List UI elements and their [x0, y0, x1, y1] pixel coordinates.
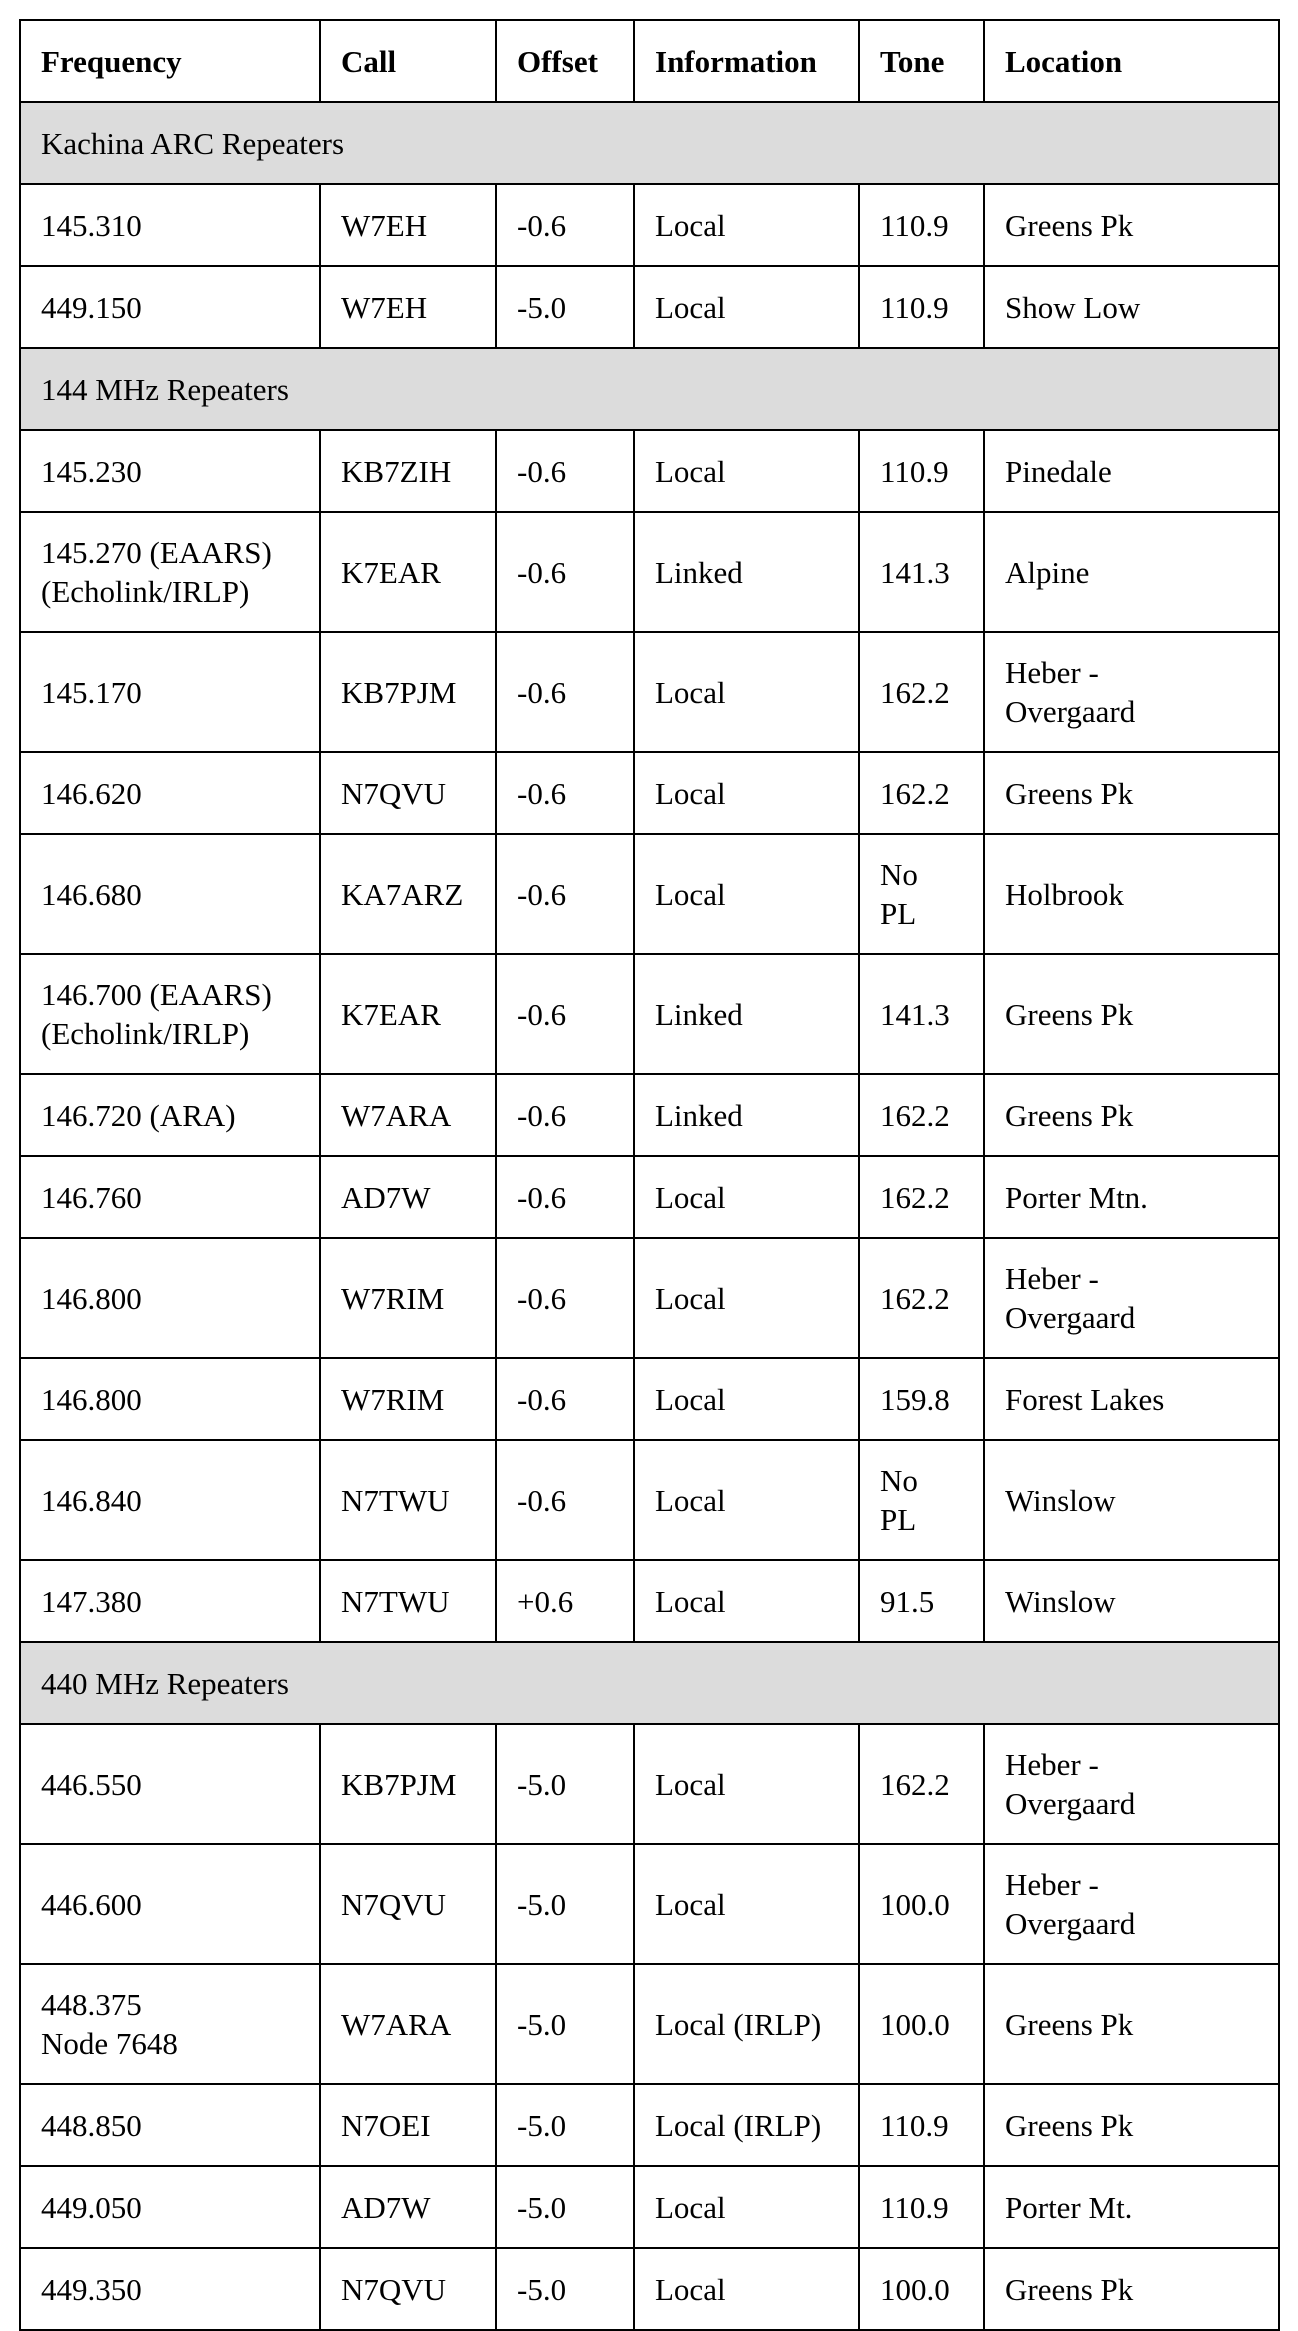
cell-location: Heber - Overgaard	[984, 1238, 1279, 1358]
cell-offset: -0.6	[496, 1156, 634, 1238]
cell-tone: 100.0	[859, 2248, 984, 2330]
table-row	[20, 430, 1279, 512]
cell-frequency: 146.800	[20, 1238, 320, 1358]
cell-location: Greens Pk	[984, 1964, 1279, 2084]
cell-information: Local (IRLP)	[634, 2084, 859, 2166]
cell-location: Greens Pk	[984, 2248, 1279, 2330]
cell-location: Winslow	[984, 1440, 1279, 1560]
cell-offset: -0.6	[496, 632, 634, 752]
cell-location: Greens Pk	[984, 752, 1279, 834]
cell-tone: 162.2	[859, 1156, 984, 1238]
cell-offset: -5.0	[496, 1964, 634, 2084]
cell-information: Linked	[634, 954, 859, 1074]
table-row	[20, 1074, 1279, 1156]
cell-frequency: 146.800	[20, 1358, 320, 1440]
cell-offset: +0.6	[496, 1560, 634, 1642]
cell-location: Alpine	[984, 512, 1279, 632]
cell-call: N7QVU	[320, 1844, 496, 1964]
cell-tone: No PL	[859, 834, 984, 954]
cell-frequency: 448.850	[20, 2084, 320, 2166]
cell-offset: -5.0	[496, 1724, 634, 1844]
cell-call: W7RIM	[320, 1358, 496, 1440]
cell-offset: -5.0	[496, 2248, 634, 2330]
table-row	[20, 1844, 1279, 1964]
cell-information: Local	[634, 1724, 859, 1844]
section-row	[20, 102, 1279, 184]
cell-location: Porter Mtn.	[984, 1156, 1279, 1238]
cell-offset: -0.6	[496, 1358, 634, 1440]
cell-call: W7RIM	[320, 1238, 496, 1358]
cell-tone: 162.2	[859, 632, 984, 752]
cell-frequency: 147.380	[20, 1560, 320, 1642]
section-title: Kachina ARC Repeaters	[20, 102, 1279, 184]
cell-location: Forest Lakes	[984, 1358, 1279, 1440]
cell-offset: -0.6	[496, 184, 634, 266]
cell-tone: 141.3	[859, 512, 984, 632]
cell-location: Pinedale	[984, 430, 1279, 512]
cell-tone: 110.9	[859, 266, 984, 348]
cell-offset: -0.6	[496, 752, 634, 834]
cell-call: K7EAR	[320, 954, 496, 1074]
repeater-table	[19, 19, 1280, 2331]
table-row	[20, 1560, 1279, 1642]
table-row	[20, 1440, 1279, 1560]
cell-tone: 110.9	[859, 430, 984, 512]
column-header-call: Call	[320, 20, 496, 102]
cell-call: N7TWU	[320, 1440, 496, 1560]
cell-tone: 162.2	[859, 752, 984, 834]
cell-information: Local	[634, 2166, 859, 2248]
cell-tone: 162.2	[859, 1074, 984, 1156]
cell-offset: -5.0	[496, 1844, 634, 1964]
cell-frequency: 449.150	[20, 266, 320, 348]
cell-information: Local (IRLP)	[634, 1964, 859, 2084]
cell-tone: 91.5	[859, 1560, 984, 1642]
cell-offset: -0.6	[496, 954, 634, 1074]
cell-information: Local	[634, 1238, 859, 1358]
cell-offset: -5.0	[496, 2166, 634, 2248]
cell-tone: 110.9	[859, 184, 984, 266]
cell-call: KB7PJM	[320, 1724, 496, 1844]
cell-call: N7TWU	[320, 1560, 496, 1642]
column-header-frequency: Frequency	[20, 20, 320, 102]
cell-location: Greens Pk	[984, 1074, 1279, 1156]
cell-call: W7EH	[320, 184, 496, 266]
cell-call: AD7W	[320, 2166, 496, 2248]
column-header-tone: Tone	[859, 20, 984, 102]
cell-location: Porter Mt.	[984, 2166, 1279, 2248]
cell-offset: -0.6	[496, 512, 634, 632]
cell-call: N7QVU	[320, 2248, 496, 2330]
cell-call: K7EAR	[320, 512, 496, 632]
cell-frequency: 146.700 (EAARS) (Echolink/IRLP)	[20, 954, 320, 1074]
cell-frequency: 145.170	[20, 632, 320, 752]
cell-frequency: 446.600	[20, 1844, 320, 1964]
column-header-location: Location	[984, 20, 1279, 102]
cell-offset: -0.6	[496, 1238, 634, 1358]
cell-location: Holbrook	[984, 834, 1279, 954]
table-row	[20, 752, 1279, 834]
cell-information: Linked	[634, 512, 859, 632]
cell-call: W7ARA	[320, 1964, 496, 2084]
cell-tone: 110.9	[859, 2166, 984, 2248]
cell-frequency: 449.050	[20, 2166, 320, 2248]
cell-call: KA7ARZ	[320, 834, 496, 954]
cell-call: N7QVU	[320, 752, 496, 834]
table-row	[20, 184, 1279, 266]
cell-information: Local	[634, 2248, 859, 2330]
cell-location: Heber - Overgaard	[984, 1844, 1279, 1964]
cell-location: Greens Pk	[984, 954, 1279, 1074]
cell-frequency: 145.270 (EAARS) (Echolink/IRLP)	[20, 512, 320, 632]
cell-offset: -0.6	[496, 1440, 634, 1560]
cell-location: Greens Pk	[984, 184, 1279, 266]
section-row	[20, 1642, 1279, 1724]
cell-information: Local	[634, 1156, 859, 1238]
column-header-offset: Offset	[496, 20, 634, 102]
cell-location: Heber - Overgaard	[984, 632, 1279, 752]
cell-information: Local	[634, 266, 859, 348]
table-row	[20, 2084, 1279, 2166]
cell-frequency: 146.680	[20, 834, 320, 954]
cell-location: Greens Pk	[984, 2084, 1279, 2166]
cell-tone: 159.8	[859, 1358, 984, 1440]
cell-frequency: 145.310	[20, 184, 320, 266]
cell-frequency: 146.620	[20, 752, 320, 834]
table-row	[20, 2166, 1279, 2248]
cell-information: Local	[634, 1844, 859, 1964]
cell-information: Linked	[634, 1074, 859, 1156]
cell-tone: 100.0	[859, 1844, 984, 1964]
cell-offset: -5.0	[496, 266, 634, 348]
table-row	[20, 1358, 1279, 1440]
header-row	[20, 20, 1279, 102]
cell-frequency: 146.840	[20, 1440, 320, 1560]
cell-offset: -0.6	[496, 1074, 634, 1156]
cell-call: KB7PJM	[320, 632, 496, 752]
cell-location: Winslow	[984, 1560, 1279, 1642]
cell-tone: 110.9	[859, 2084, 984, 2166]
table-row	[20, 834, 1279, 954]
table-row	[20, 266, 1279, 348]
cell-frequency: 146.720 (ARA)	[20, 1074, 320, 1156]
section-row	[20, 348, 1279, 430]
cell-information: Local	[634, 1358, 859, 1440]
cell-frequency: 146.760	[20, 1156, 320, 1238]
cell-information: Local	[634, 752, 859, 834]
cell-call: AD7W	[320, 1156, 496, 1238]
cell-information: Local	[634, 430, 859, 512]
cell-offset: -0.6	[496, 834, 634, 954]
column-header-information: Information	[634, 20, 859, 102]
cell-offset: -0.6	[496, 430, 634, 512]
cell-tone: 162.2	[859, 1724, 984, 1844]
cell-offset: -5.0	[496, 2084, 634, 2166]
cell-tone: 141.3	[859, 954, 984, 1074]
table-row	[20, 632, 1279, 752]
cell-information: Local	[634, 184, 859, 266]
repeater-table-container	[19, 19, 1280, 2331]
cell-call: N7OEI	[320, 2084, 496, 2166]
cell-tone: No PL	[859, 1440, 984, 1560]
cell-tone: 100.0	[859, 1964, 984, 2084]
cell-information: Local	[634, 1560, 859, 1642]
table-row	[20, 954, 1279, 1074]
table-row	[20, 1964, 1279, 2084]
cell-call: KB7ZIH	[320, 430, 496, 512]
section-title: 440 MHz Repeaters	[20, 1642, 1279, 1724]
table-row	[20, 512, 1279, 632]
table-row	[20, 1724, 1279, 1844]
cell-frequency: 145.230	[20, 430, 320, 512]
cell-call: W7EH	[320, 266, 496, 348]
table-row	[20, 1238, 1279, 1358]
table-row	[20, 2248, 1279, 2330]
section-title: 144 MHz Repeaters	[20, 348, 1279, 430]
table-row	[20, 1156, 1279, 1238]
cell-information: Local	[634, 632, 859, 752]
cell-information: Local	[634, 834, 859, 954]
cell-location: Show Low	[984, 266, 1279, 348]
cell-call: W7ARA	[320, 1074, 496, 1156]
cell-frequency: 446.550	[20, 1724, 320, 1844]
cell-frequency: 448.375 Node 7648	[20, 1964, 320, 2084]
cell-location: Heber - Overgaard	[984, 1724, 1279, 1844]
cell-information: Local	[634, 1440, 859, 1560]
cell-tone: 162.2	[859, 1238, 984, 1358]
table-body	[20, 102, 1279, 2330]
cell-frequency: 449.350	[20, 2248, 320, 2330]
